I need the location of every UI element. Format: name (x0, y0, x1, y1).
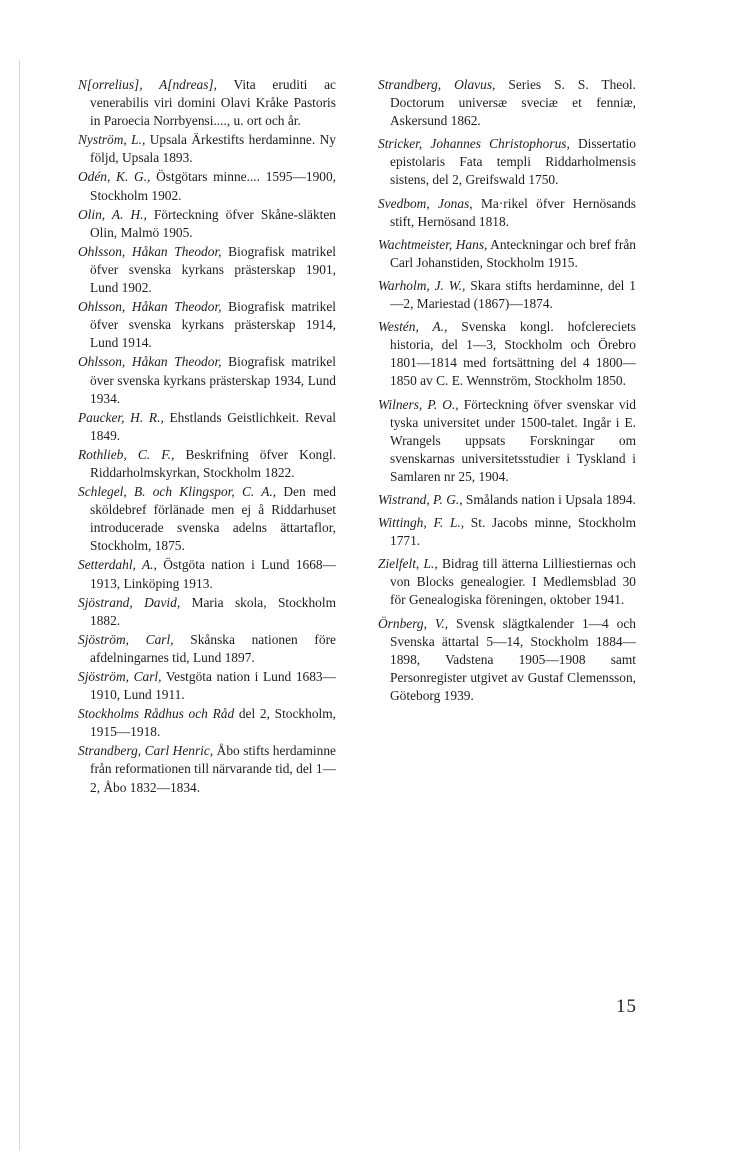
bibliography-entry (78, 298, 336, 352)
entry-text: Upsala Ärkestifts herdaminne. Ny följd, Upsala 1893. (90, 132, 336, 166)
entry-text: Åbo stifts herdaminne från reformationen till närvarande tid, del 1—2, Åbo 1832—1834. (90, 743, 336, 795)
entry-text: Anteckningar och bref från Carl Johanstiden, Stockholm 1915. (390, 236, 636, 270)
entry-text: Bidrag till ätterna Lilliestiernas och von Blocks genealogier. I Medlemsblad 30 för Genealogiska föreningen, oktober 1941. (390, 556, 637, 608)
bibliography-entry (378, 135, 636, 189)
entry-text: Beskrifning öfver Kongl. Riddarholmskyrkan, Stockholm 1822. (90, 446, 336, 480)
entry-author: Svedbom, Jonas, (378, 195, 473, 211)
entry-author: Ohlsson, Håkan Theodor, (78, 299, 222, 315)
entry-author: Warholm, J. W., (378, 277, 466, 293)
entry-text: Skånska nationen före afdelningarnes tid, Lund 1897. (90, 631, 336, 665)
entry-author: Paucker, H. R., (78, 409, 164, 425)
bibliography-entry (378, 491, 636, 509)
bibliography-entry (78, 594, 336, 630)
bibliography-entry (78, 446, 336, 482)
entry-author: Strandberg, Carl Henric, (78, 743, 214, 759)
right-column (378, 76, 636, 710)
bibliography-entry (78, 705, 336, 741)
bibliography-entry (378, 195, 636, 231)
entry-text: Östgötars minne.... 1595—1900, Stockholm 1902. (90, 169, 336, 203)
entry-text: Biografisk matrikel öfver svenska kyrkans prästerskap 1901, Lund 1902. (90, 243, 336, 296)
bibliography-entry (78, 243, 336, 297)
bibliography-entry (378, 555, 636, 609)
entry-text: Skara stifts herdaminne, del 1—2, Mariestad (1867)—1874. (390, 277, 636, 312)
entry-author: Wilners, P. O., (378, 396, 459, 412)
entry-text: Biografisk matrikel öfver svenska kyrkans prästerskap 1914, Lund 1914. (90, 299, 336, 351)
entry-author: Westén, A., (378, 319, 448, 335)
bibliography-entry (378, 615, 636, 705)
bibliography-entry (78, 353, 336, 407)
entry-author: Sjöström, Carl, (78, 669, 162, 684)
entry-text: Smålands nation i Upsala 1894. (462, 491, 636, 507)
entry-author: Wistrand, P. G., (378, 491, 463, 507)
entry-author: Setterdahl, A., (78, 557, 157, 573)
bibliography-entry (378, 76, 636, 130)
entry-author: Zielfelt, L., (378, 556, 438, 572)
entry-text: Vita eruditi ac venerabilis viri domini Olavi Kråke Pastoris in Paroecia Norrbyensi...., u. ort och år. (90, 77, 336, 129)
bibliography-entry (78, 206, 336, 242)
bibliography-entry (378, 277, 636, 313)
bibliography-entry (78, 631, 336, 667)
entry-author: Wachtmeister, Hans, (378, 236, 488, 252)
entry-author: Nyström, L., (78, 132, 146, 148)
entry-text: St. Jacobs minne, Stockholm 1771. (390, 515, 636, 549)
bibliography-entry (378, 236, 636, 272)
bibliography-entry (378, 318, 636, 390)
entry-text: Biografisk matrikel över svenska kyrkans prästerskap 1934, Lund 1934. (90, 354, 336, 406)
entry-author: Ohlsson, Håkan Theodor, (78, 354, 222, 370)
left-column (78, 76, 336, 798)
entry-author: Örnberg, V., (378, 615, 449, 631)
entry-text: Östgöta nation i Lund 1668—1913, Linköping 1913. (90, 557, 336, 591)
page-number: 15 (616, 996, 637, 1017)
entry-text: Dissertatio epistolaris Fata templi Riddarholmensis sistens, del 2, Greifswald 1750. (390, 136, 636, 188)
entry-text: Maria skola, Stockholm 1882. (90, 594, 336, 628)
bibliography-entry (378, 396, 636, 486)
entry-author: Ohlsson, Håkan Theodor, (78, 243, 222, 259)
entry-author: Stricker, Johannes Christophorus, (378, 136, 570, 152)
entry-author: Sjöström, Carl, (78, 631, 174, 647)
entry-text: Svensk slägtkalender 1—4 och Svenska ättartal 5—14, Stockholm 1884—1898, Vadstena 1905—1908 samt Personregister utgivet av Gustaf Clemensson, Göteborg 1939. (390, 615, 636, 703)
entry-author: Strandberg, Olavus, (378, 77, 496, 92)
bibliography-entry (78, 483, 336, 555)
bibliography-entry (78, 131, 336, 167)
entry-text: Ehstlands Geistlichkeit. Reval 1849. (90, 409, 337, 443)
bibliography-entry (78, 742, 336, 796)
bibliography-entry (78, 668, 336, 704)
entry-author: N[orrelius], A[ndreas], (78, 77, 217, 92)
entry-author: Wittingh, F. L., (378, 515, 465, 531)
entry-text: del 2, Stockholm, 1915—1918. (90, 706, 336, 740)
entry-author: Stockholms Rådhus och Råd (78, 706, 235, 722)
bibliography-entry (78, 409, 336, 445)
entry-author: Rothlieb, C. F., (78, 446, 175, 462)
page-edge-line (19, 60, 20, 1150)
entry-author: Schlegel, B. och Klingspor, C. A., (78, 484, 277, 500)
entry-text: Förteckning öfver Skåne-släkten Olin, Malmö 1905. (90, 206, 337, 240)
entry-author: Sjöstrand, David, (78, 594, 181, 610)
entry-text: Den med sköldebref förlänade men ej å Riddarhuset introducerade svenska adelns ättartaflor, Stockholm, 1875. (90, 484, 336, 554)
entry-text: Svenska kongl. hofclereciets historia, del 1—3, Stockholm och Örebro 1801—1814 med fortsättning del 4 1800—1850 av C. E. Wennström, Stockholm 1850. (390, 319, 636, 389)
bibliography-entry (78, 168, 336, 204)
entry-text: Förteckning öfver svenskar vid tyska universitet under 1500-talet. Ingår i E. Wrangels uppsats Forskningar om svenskarnas universitetsstudier i Tyskland i Samlaren nr 25, 1904. (390, 396, 636, 484)
entry-author: Olin, A. H., (78, 206, 147, 222)
bibliography-entry (378, 514, 636, 550)
entry-author: Odén, K. G., (78, 169, 151, 185)
entry-text: Series S. S. Theol. Doctorum universæ sveciæ et fenniæ, Askersund 1862. (390, 77, 636, 129)
bibliography-entry (78, 556, 336, 592)
bibliography-entry (78, 76, 336, 130)
entry-text: Vestgöta nation i Lund 1683—1910, Lund 1911. (90, 669, 336, 703)
entry-text: Ma·rikel öfver Hernösands stift, Hernösand 1818. (390, 195, 636, 229)
